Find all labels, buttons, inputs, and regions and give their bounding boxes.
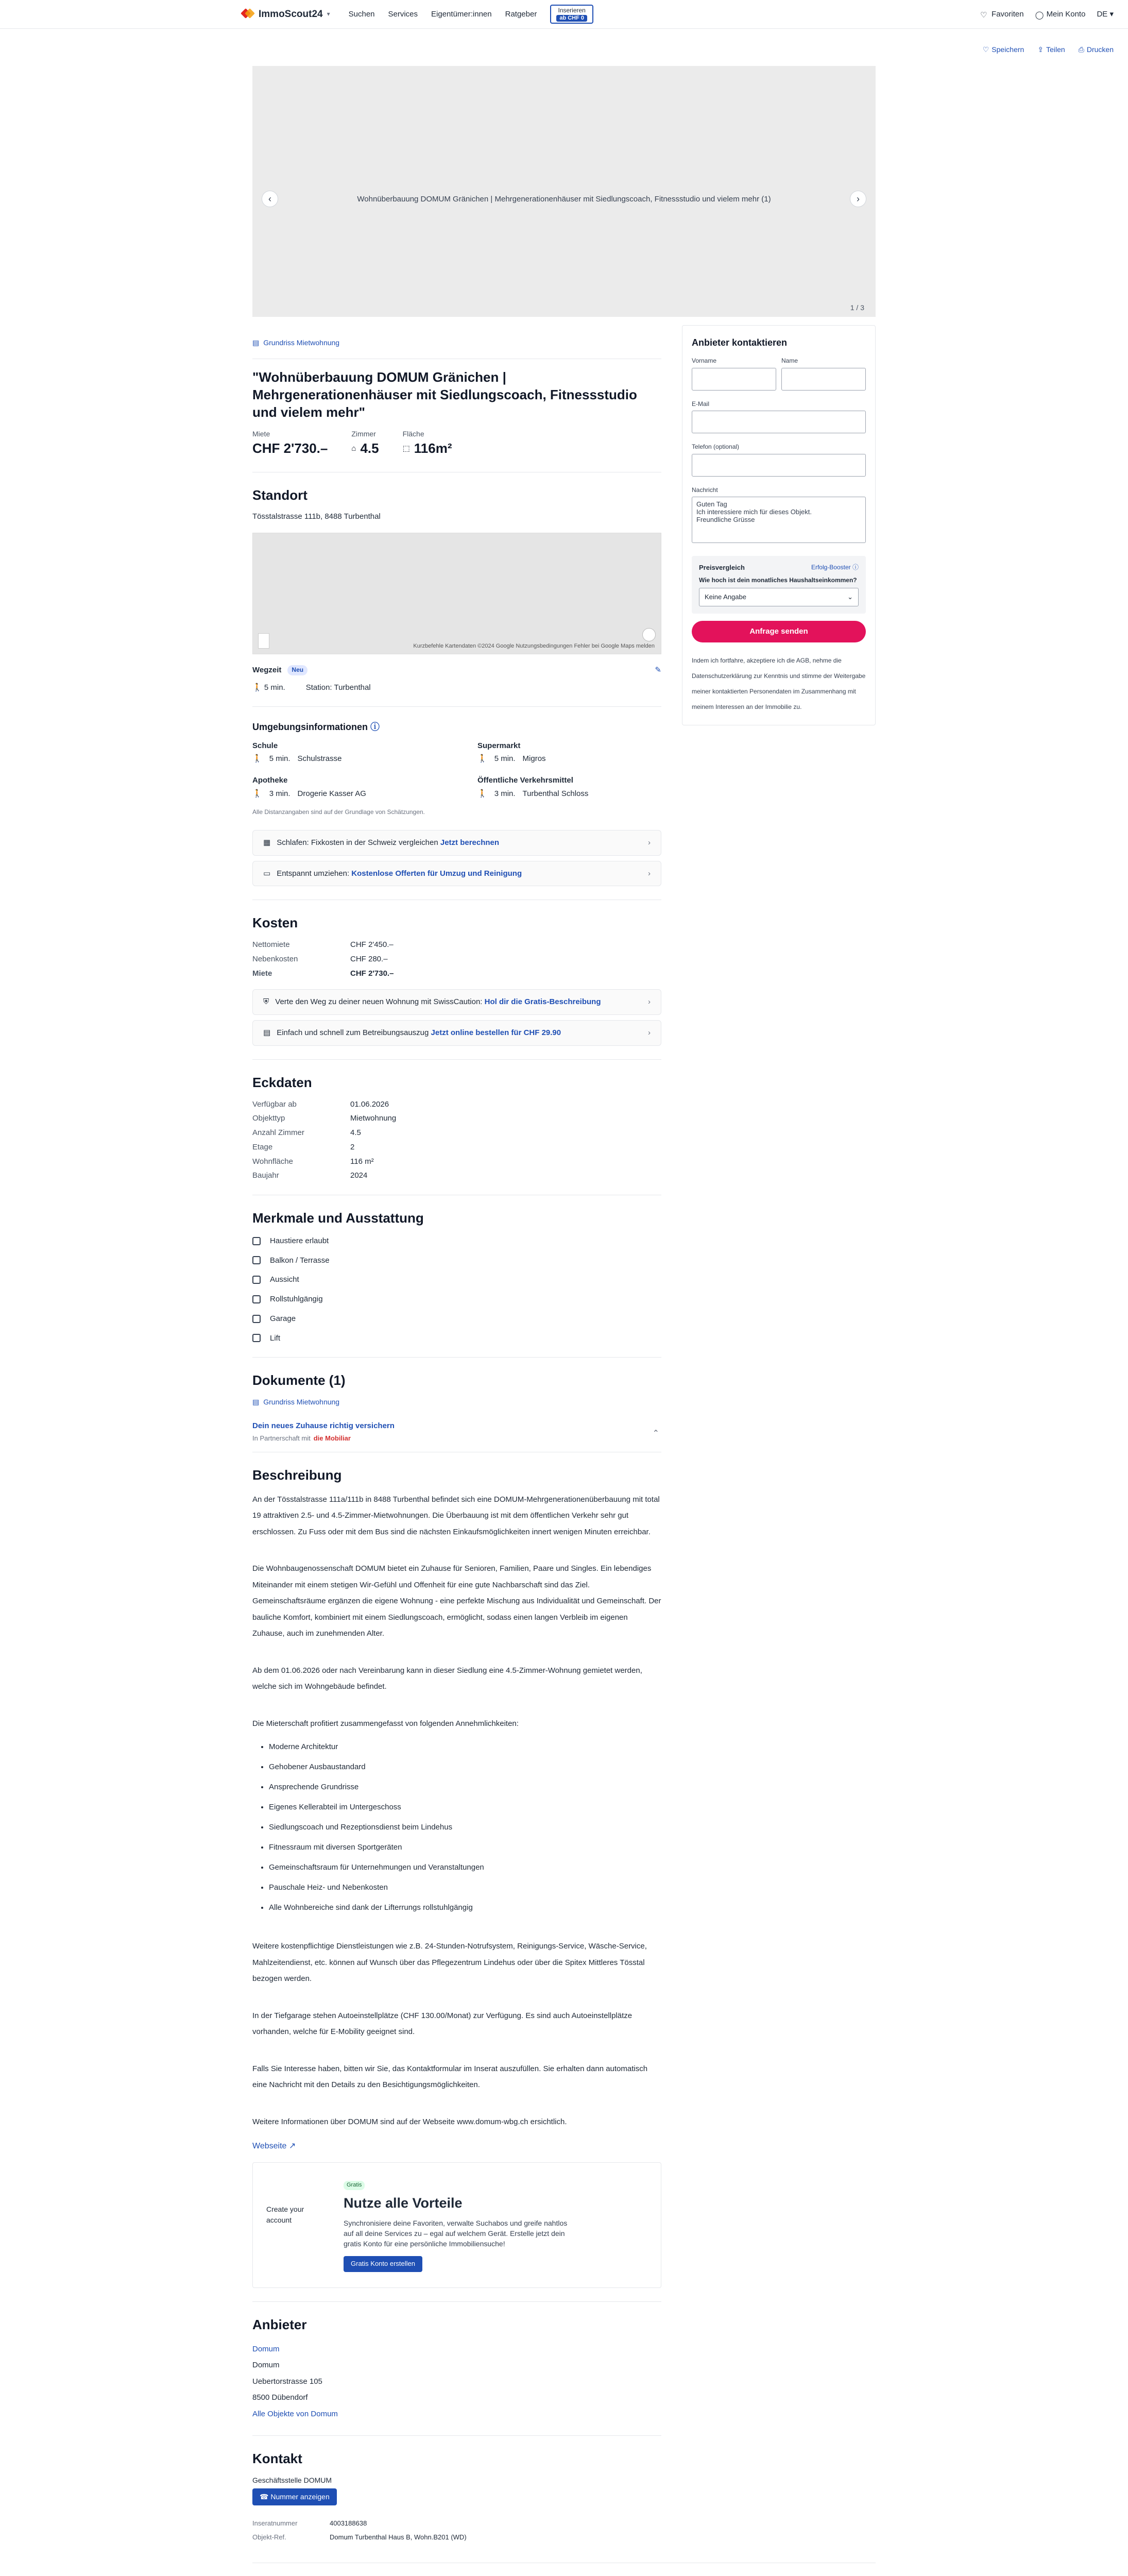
benefit-item: • Eigenes Kellerabteil im Untergeschoss: [269, 1797, 661, 1817]
description-paragraph: Weitere Informationen über DOMUM sind auf der Webseite www.domum-wbg.ch ersichtlich.: [252, 2117, 567, 2126]
map-attribution: Kurzbefehle Kartendaten ©2024 Google Nutzungsbedingungen Fehler bei Google Maps melden: [413, 643, 655, 650]
benefit-item: • Pauschale Heiz- und Nebenkosten: [269, 1877, 661, 1897]
walk-icon: 🚶: [477, 789, 487, 798]
submit-request-button[interactable]: Anfrage senden: [692, 621, 866, 642]
heart-icon: ♡: [980, 11, 987, 20]
promo-link[interactable]: Jetzt berechnen: [440, 838, 500, 847]
email-field[interactable]: [692, 411, 866, 433]
save-label: Speichern: [992, 45, 1024, 54]
amenities-note: Alle Distanzangaben sind auf der Grundlage von Schätzungen.: [252, 808, 425, 816]
benefit-item: • Gemeinschaftsraum für Unternehmungen und Veranstaltungen: [269, 1857, 661, 1877]
balcony-icon: [252, 1256, 261, 1264]
amenity-time: 5 min.: [494, 754, 516, 764]
chevron-left-icon: ‹: [268, 194, 271, 205]
cost-value: CHF 2'450.–: [350, 940, 394, 950]
price-heading: Preisvergleich: [699, 564, 745, 572]
listing-title: "Wohnüberbauung DOMUM Gränichen | Mehrgenerationenhäuser mit Siedlungscoach, Fitnessstudio und vielem mehr": [252, 369, 637, 420]
chevron-up-icon: ⌃: [652, 1429, 659, 1438]
costs-heading: Kosten: [252, 915, 298, 931]
area-label: Fläche: [402, 429, 424, 438]
edit-icon[interactable]: ✎: [655, 665, 661, 674]
feature-item: [252, 1313, 661, 1325]
provider-line: Uebertorstrasse 105: [252, 2377, 322, 2386]
cost-label: Nebenkosten: [252, 954, 298, 963]
amenity-title: Schule: [252, 741, 278, 750]
benefit-item: • Fitnessraum mit diversen Sportgeräten: [269, 1837, 661, 1857]
id-label: Objekt-Ref.: [252, 2533, 286, 2541]
amenities-grid: [252, 740, 661, 800]
eckdaten-label: Etage: [252, 1142, 273, 1151]
provider-line: Domum: [252, 2361, 280, 2370]
rent-value: CHF 2'730.–: [252, 440, 328, 456]
website-link[interactable]: Webseite ↗: [252, 2142, 296, 2151]
mein-konto-link[interactable]: [1035, 9, 1086, 20]
description-paragraph: Weitere kostenpflichtige Dienstleistungen wie z.B. 24-Stunden-Notrufsystem, Reinigungs-Service, Wäsche-Service, Mahlzeitendienst, etc. können auf Wunsch über das Pflegezentrum Lindehus oder über die Spitex Mittleres Tösstal bezogen werden.: [252, 1942, 647, 1984]
language-switch[interactable]: DE ▾: [1097, 10, 1114, 19]
route-time: 5 min.: [264, 683, 285, 692]
key-facts: [252, 429, 661, 459]
rent-label: Miete: [252, 429, 270, 438]
rooms-label: Zimmer: [351, 429, 376, 438]
fullscreen-icon[interactable]: [642, 628, 656, 641]
booster-link[interactable]: Erfolg-Booster: [811, 564, 851, 571]
wheelchair-icon: [252, 1295, 261, 1303]
amenity-place: Migros: [522, 754, 546, 764]
feature-item: [252, 1274, 661, 1285]
income-select[interactable]: [699, 588, 859, 606]
info-icon[interactable]: ⓘ: [852, 564, 859, 571]
feature-label: Garage: [270, 1314, 296, 1323]
id-value: Domum Turbenthal Haus B, Wohn.B201 (WD): [330, 2533, 467, 2541]
route-heading: Wegzeit: [252, 665, 282, 674]
benefit-item: • Gehobener Ausbaustandard: [269, 1757, 661, 1777]
eckdaten-label: Wohnfläche: [252, 1157, 293, 1166]
listing-main: [252, 325, 661, 2542]
description-paragraph: Die Wohnbaugenossenschaft DOMUM bietet ein Zuhause für Senioren, Familien, Paare und Singles. Ein lebendiges Miteinander mit einem stetigen Wir-Gefühl und Offenheit für eine gute Nachbarschaft sind das Ziel. Gemeinschaftsräume ergänzen die eigene Wohnung - eine perfekte Mischung aus Individualität und Gemeinschaft. Der bauliche Komfort, kombiniert mit einem Siedlungscoach, ermöglicht, sodass einen langen Verbleib im eigenen Zuhause, auch im zunehmenden Alter.: [252, 1564, 661, 1638]
gallery-counter: 1 / 3: [850, 303, 864, 312]
features-list: [252, 1235, 661, 1344]
chevron-right-icon: ›: [648, 997, 651, 1007]
eckdaten-label: Objekttyp: [252, 1114, 285, 1123]
inserieren-label: Inserieren: [558, 6, 586, 14]
eckdaten-value: 2: [350, 1142, 355, 1151]
route-header: [252, 665, 661, 676]
amenity-title: Öffentliche Verkehrsmittel: [477, 776, 573, 785]
brand-name: ImmoScout24: [259, 8, 323, 20]
chevron-right-icon: ›: [648, 1028, 651, 1038]
amenity-time: 5 min.: [269, 754, 290, 764]
elevator-icon: [252, 1334, 261, 1342]
info-icon[interactable]: ⓘ: [370, 722, 380, 733]
external-link-icon: ↗: [288, 2142, 296, 2151]
view-icon: [252, 1276, 261, 1284]
nav-ratgeber[interactable]: Ratgeber: [505, 9, 537, 19]
nav-services[interactable]: Services: [388, 9, 418, 19]
promo-text: Einfach und schnell zum Betreibungsauszug: [277, 1028, 429, 1038]
eckdaten-table: [252, 1099, 661, 1182]
promo-link[interactable]: Kostenlose Offerten für Umzug und Reinigung: [351, 869, 522, 878]
description-paragraph: Die Mieterschaft profitiert zusammengefasst von folgenden Annehmlichkeiten:: [252, 1719, 519, 1728]
price-comparison: [692, 556, 866, 614]
eckdaten-label: Baujahr: [252, 1171, 279, 1180]
nav-suchen[interactable]: Suchen: [348, 9, 375, 19]
income-select-value: Keine Angabe: [705, 593, 746, 601]
image-gallery[interactable]: [252, 66, 876, 317]
firstname-input[interactable]: [692, 368, 776, 391]
chevron-right-icon: ›: [648, 869, 651, 878]
contact-form: [682, 325, 876, 725]
all-objects-link[interactable]: Alle Objekte von Domum: [252, 2409, 338, 2418]
listing-ids: [252, 2519, 661, 2543]
document-icon: ▤: [252, 338, 260, 347]
eckdaten-value: 01.06.2026: [350, 1099, 389, 1109]
document-link-label[interactable]: Grundriss Mietwohnung: [263, 1397, 340, 1406]
map-zoom-control[interactable]: [258, 633, 269, 649]
cost-value: CHF 2'730.–: [350, 969, 394, 978]
walk-icon: 🚶: [252, 754, 262, 764]
amenity-title: Apotheke: [252, 776, 288, 785]
benefit-item: • Siedlungscoach und Rezeptionsdienst beim Lindehus: [269, 1817, 661, 1837]
share-label: Teilen: [1046, 45, 1065, 54]
walk-icon: 🚶: [477, 754, 487, 764]
lang-label: DE: [1097, 10, 1108, 19]
eckdaten-value: 116 m²: [350, 1157, 374, 1166]
message-label: Nachricht: [692, 486, 718, 494]
rooms-value: 4.5: [360, 440, 379, 456]
user-icon: ◯: [1035, 11, 1044, 20]
promo-betreibung[interactable]: [252, 1020, 661, 1046]
share-button[interactable]: [1037, 44, 1065, 55]
phone-label: Telefon (optional): [692, 443, 740, 451]
document-icon: ▤: [252, 1397, 260, 1406]
logo-icon: [242, 8, 254, 20]
walk-icon: 🚶: [252, 683, 262, 692]
amenity-school: [252, 740, 436, 765]
cost-label: Nettomiete: [252, 940, 290, 950]
costs-table: [252, 939, 661, 979]
shield-icon: ⛨: [263, 997, 269, 1007]
favoriten-label: Favoriten: [992, 10, 1024, 19]
area-icon: ⬚: [402, 444, 410, 453]
chevron-right-icon: ›: [648, 838, 651, 847]
amenity-place: Schulstrasse: [297, 754, 342, 764]
share-icon: ⇪: [1037, 45, 1044, 54]
create-account-button[interactable]: Gratis Konto erstellen: [344, 2256, 422, 2272]
email-label: E-Mail: [692, 400, 710, 408]
garage-icon: [252, 1315, 261, 1323]
income-question: Wie hoch ist dein monatliches Haushaltseinkommen?: [699, 576, 857, 584]
walk-icon: 🚶: [252, 789, 262, 798]
promo-text: Schlafen: Fixkosten in der Schweiz vergleichen: [277, 838, 438, 847]
documents-heading: Dokumente (1): [252, 1372, 346, 1388]
promo-text: Verte den Weg zu deiner neuen Wohnung mit SwissCaution:: [275, 997, 483, 1007]
description-paragraph: In der Tiefgarage stehen Autoeinstellplätze (CHF 130.00/Monat) zur Verfügung. Es sind auch Autoeinstellplätze vorhanden, welche für E-Mobility geeignet sind.: [252, 2011, 633, 2037]
floorplan-link-label[interactable]: Grundriss Mietwohnung: [263, 338, 340, 347]
description: [252, 1466, 661, 2152]
eckdaten-value: Mietwohnung: [350, 1114, 397, 1123]
insurance-sub: In Partnerschaft mit: [252, 1434, 311, 1442]
provider-line: 8500 Dübendorf: [252, 2393, 308, 2402]
account-promo-title: Nutze alle Vorteile: [344, 2195, 463, 2211]
promo-text: Entspannt umziehen:: [277, 869, 350, 878]
new-badge: Neu: [287, 665, 307, 675]
calculator-icon: ▦: [263, 838, 271, 847]
location-map[interactable]: [252, 533, 661, 654]
konto-label: Mein Konto: [1046, 10, 1086, 19]
print-icon: ⎙: [1078, 45, 1084, 54]
description-paragraph: Falls Sie Interesse haben, bitten wir Sie, das Kontaktformular im Inserat auszufüllen. Sie erhalten dann automatisch eine Nachricht mit den Details zu den Besichtigungsmöglichkeiten.: [252, 2064, 648, 2090]
benefits-list: [269, 1737, 661, 1918]
eckdaten-label: Verfügbar ab: [252, 1099, 297, 1109]
contact-name: Geschäftsstelle DOMUM: [252, 2476, 332, 2485]
amenity-time: 3 min.: [269, 789, 290, 798]
eckdaten-label: Anzahl Zimmer: [252, 1128, 304, 1138]
form-heading: Anbieter kontaktieren: [692, 337, 788, 348]
floorplan-link[interactable]: [252, 325, 661, 351]
lastname-input[interactable]: [781, 368, 866, 391]
area-value: 116m²: [414, 440, 452, 456]
amenity-place: Turbenthal Schloss: [522, 789, 589, 798]
account-promo-card: [252, 2162, 661, 2288]
account-nav: [980, 0, 1114, 29]
address: Tösstalstrasse 111b, 8488 Turbenthal: [252, 512, 381, 521]
phone-field[interactable]: [692, 454, 866, 477]
eckdaten-value: 2024: [350, 1171, 368, 1180]
top-navigation: [0, 0, 1128, 29]
contact-sidebar: [682, 325, 876, 2542]
provider-heading: Anbieter: [252, 2317, 307, 2333]
feature-label: Balkon / Terrasse: [270, 1256, 330, 1265]
amenity-supermarket: [477, 740, 661, 765]
amenity-pharmacy: [252, 775, 436, 800]
phone-icon: ☎: [260, 2493, 269, 2501]
save-button[interactable]: [983, 44, 1024, 55]
amenities-heading: Umgebungsinformationen ⓘ: [252, 722, 380, 733]
free-badge: Gratis: [344, 2181, 365, 2190]
feature-label: Haustiere erlaubt: [270, 1236, 329, 1245]
insurance-title: Dein neues Zuhause richtig versichern: [252, 1421, 395, 1431]
feature-label: Aussicht: [270, 1275, 299, 1284]
print-label: Drucken: [1086, 45, 1114, 54]
feature-label: Rollstuhlgängig: [270, 1295, 323, 1303]
heart-icon: ♡: [982, 45, 989, 54]
promo-umzug[interactable]: [252, 861, 661, 887]
promo-swisscaution[interactable]: [252, 989, 661, 1015]
insurance-accordion[interactable]: [252, 1415, 661, 1452]
provider-info: [252, 2341, 661, 2422]
route-station: Station: Turbenthal: [305, 683, 371, 692]
message-textarea[interactable]: [692, 497, 866, 543]
chevron-right-icon: ›: [857, 194, 860, 205]
inserieren-button[interactable]: [550, 5, 593, 24]
rooms-icon: ⌂: [351, 444, 356, 453]
feature-item: [252, 1235, 661, 1247]
nav-eigentuemer[interactable]: Eigentümer:innen: [431, 9, 492, 19]
brand-logo[interactable]: [242, 7, 330, 22]
promo-link[interactable]: Jetzt online bestellen für CHF 29.90: [431, 1028, 561, 1038]
feature-item: [252, 1333, 661, 1344]
print-button[interactable]: [1079, 44, 1114, 55]
gallery-caption: Wohnüberbauung DOMUM Gränichen | Mehrgenerationenhäuser mit Siedlungscoach, Fitnessstudio und vielem mehr (1): [357, 195, 771, 204]
feature-label: Lift: [270, 1333, 281, 1343]
features-heading: Merkmale und Ausstattung: [252, 1210, 424, 1226]
firstname-label: Vorname: [692, 357, 717, 365]
mobiliar-logo: die Mobiliar: [313, 1434, 351, 1442]
favoriten-link[interactable]: [980, 9, 1024, 20]
eckdaten-value: 4.5: [350, 1128, 361, 1138]
contact-heading: Kontakt: [252, 2451, 302, 2467]
inserieren-price-badge: ab CHF 0: [556, 15, 587, 22]
cost-value: CHF 280.–: [350, 954, 388, 963]
feature-item: [252, 1255, 661, 1266]
location-heading: Standort: [252, 487, 307, 503]
provider-name-link[interactable]: Domum: [252, 2344, 280, 2353]
feature-item: [252, 1294, 661, 1305]
promo-link[interactable]: Hol dir die Gratis-Beschreibung: [484, 997, 601, 1007]
cost-label: Miete: [252, 969, 272, 978]
route-row: [252, 682, 661, 693]
chevron-down-icon: ▾: [327, 10, 330, 18]
amenity-place: Drogerie Kasser AG: [297, 789, 366, 798]
amenity-title: Supermarkt: [477, 741, 521, 750]
benefit-item: • Alle Wohnbereiche sind dank der Lifterrungs rollstuhlgängig: [269, 1897, 661, 1918]
description-paragraph: An der Tösstalstrasse 111a/111b in 8488 Turbenthal befindet sich eine DOMUM-Mehrgenerationenüberbauung mit total 19 attraktiven 2.5- und 4.5-Zimmer-Mietwohnungen. Die Überbauung ist mit dem öffentlichen Verkehr sehr gut erschlossen. Zu Fuss oder mit dem Bus sind die nächsten Einkaufsmöglichkeiten innert wenigen Minuten erreichbar.: [252, 1495, 660, 1536]
amenity-transport: [477, 775, 661, 800]
lastname-label: Name: [781, 357, 798, 365]
chevron-down-icon: ⌄: [847, 593, 853, 601]
listing-actions: [0, 29, 1128, 60]
document-icon: ▤: [263, 1028, 271, 1038]
benefit-item: • Moderne Architektur: [269, 1737, 661, 1757]
show-number-label: Nummer anzeigen: [270, 2493, 330, 2501]
show-number-button[interactable]: [252, 2488, 337, 2505]
truck-icon: ▭: [263, 869, 271, 878]
document-link[interactable]: [252, 1397, 661, 1410]
consent-text: Indem ich fortfahre, akzeptiere ich die AGB, nehme die Datenschutzerklärung zur Kenntnis und stimme der Weitergabe meiner kontaktierten Personendaten im Zusammenhang mit meinem Interessen an der Immobilie zu.: [692, 657, 866, 711]
description-paragraph: Ab dem 01.06.2026 oder nach Vereinbarung kann in dieser Siedlung eine 4.5-Zimmer-Wohnung gemietet werden, welche sich im Wohngebäude befindet.: [252, 1666, 642, 1691]
id-label: Inseratnummer: [252, 2519, 298, 2527]
amenity-time: 3 min.: [494, 789, 516, 798]
paw-icon: [252, 1237, 261, 1245]
id-value: 4003188638: [330, 2519, 367, 2527]
benefit-item: • Ansprechende Grundrisse: [269, 1777, 661, 1797]
account-promo-left: Create your account: [266, 2205, 304, 2225]
eckdaten-heading: Eckdaten: [252, 1074, 312, 1090]
account-promo-text: Synchronisiere deine Favoriten, verwalte Suchabos und greife nahtlos auf all deine Services zu – egal auf welchem Gerät. Erstelle jetzt dein gratis Konto für eine persönliche Immobiliensuche!: [344, 2218, 568, 2248]
promo-fixkosten[interactable]: [252, 830, 661, 856]
description-heading: Beschreibung: [252, 1467, 342, 1483]
